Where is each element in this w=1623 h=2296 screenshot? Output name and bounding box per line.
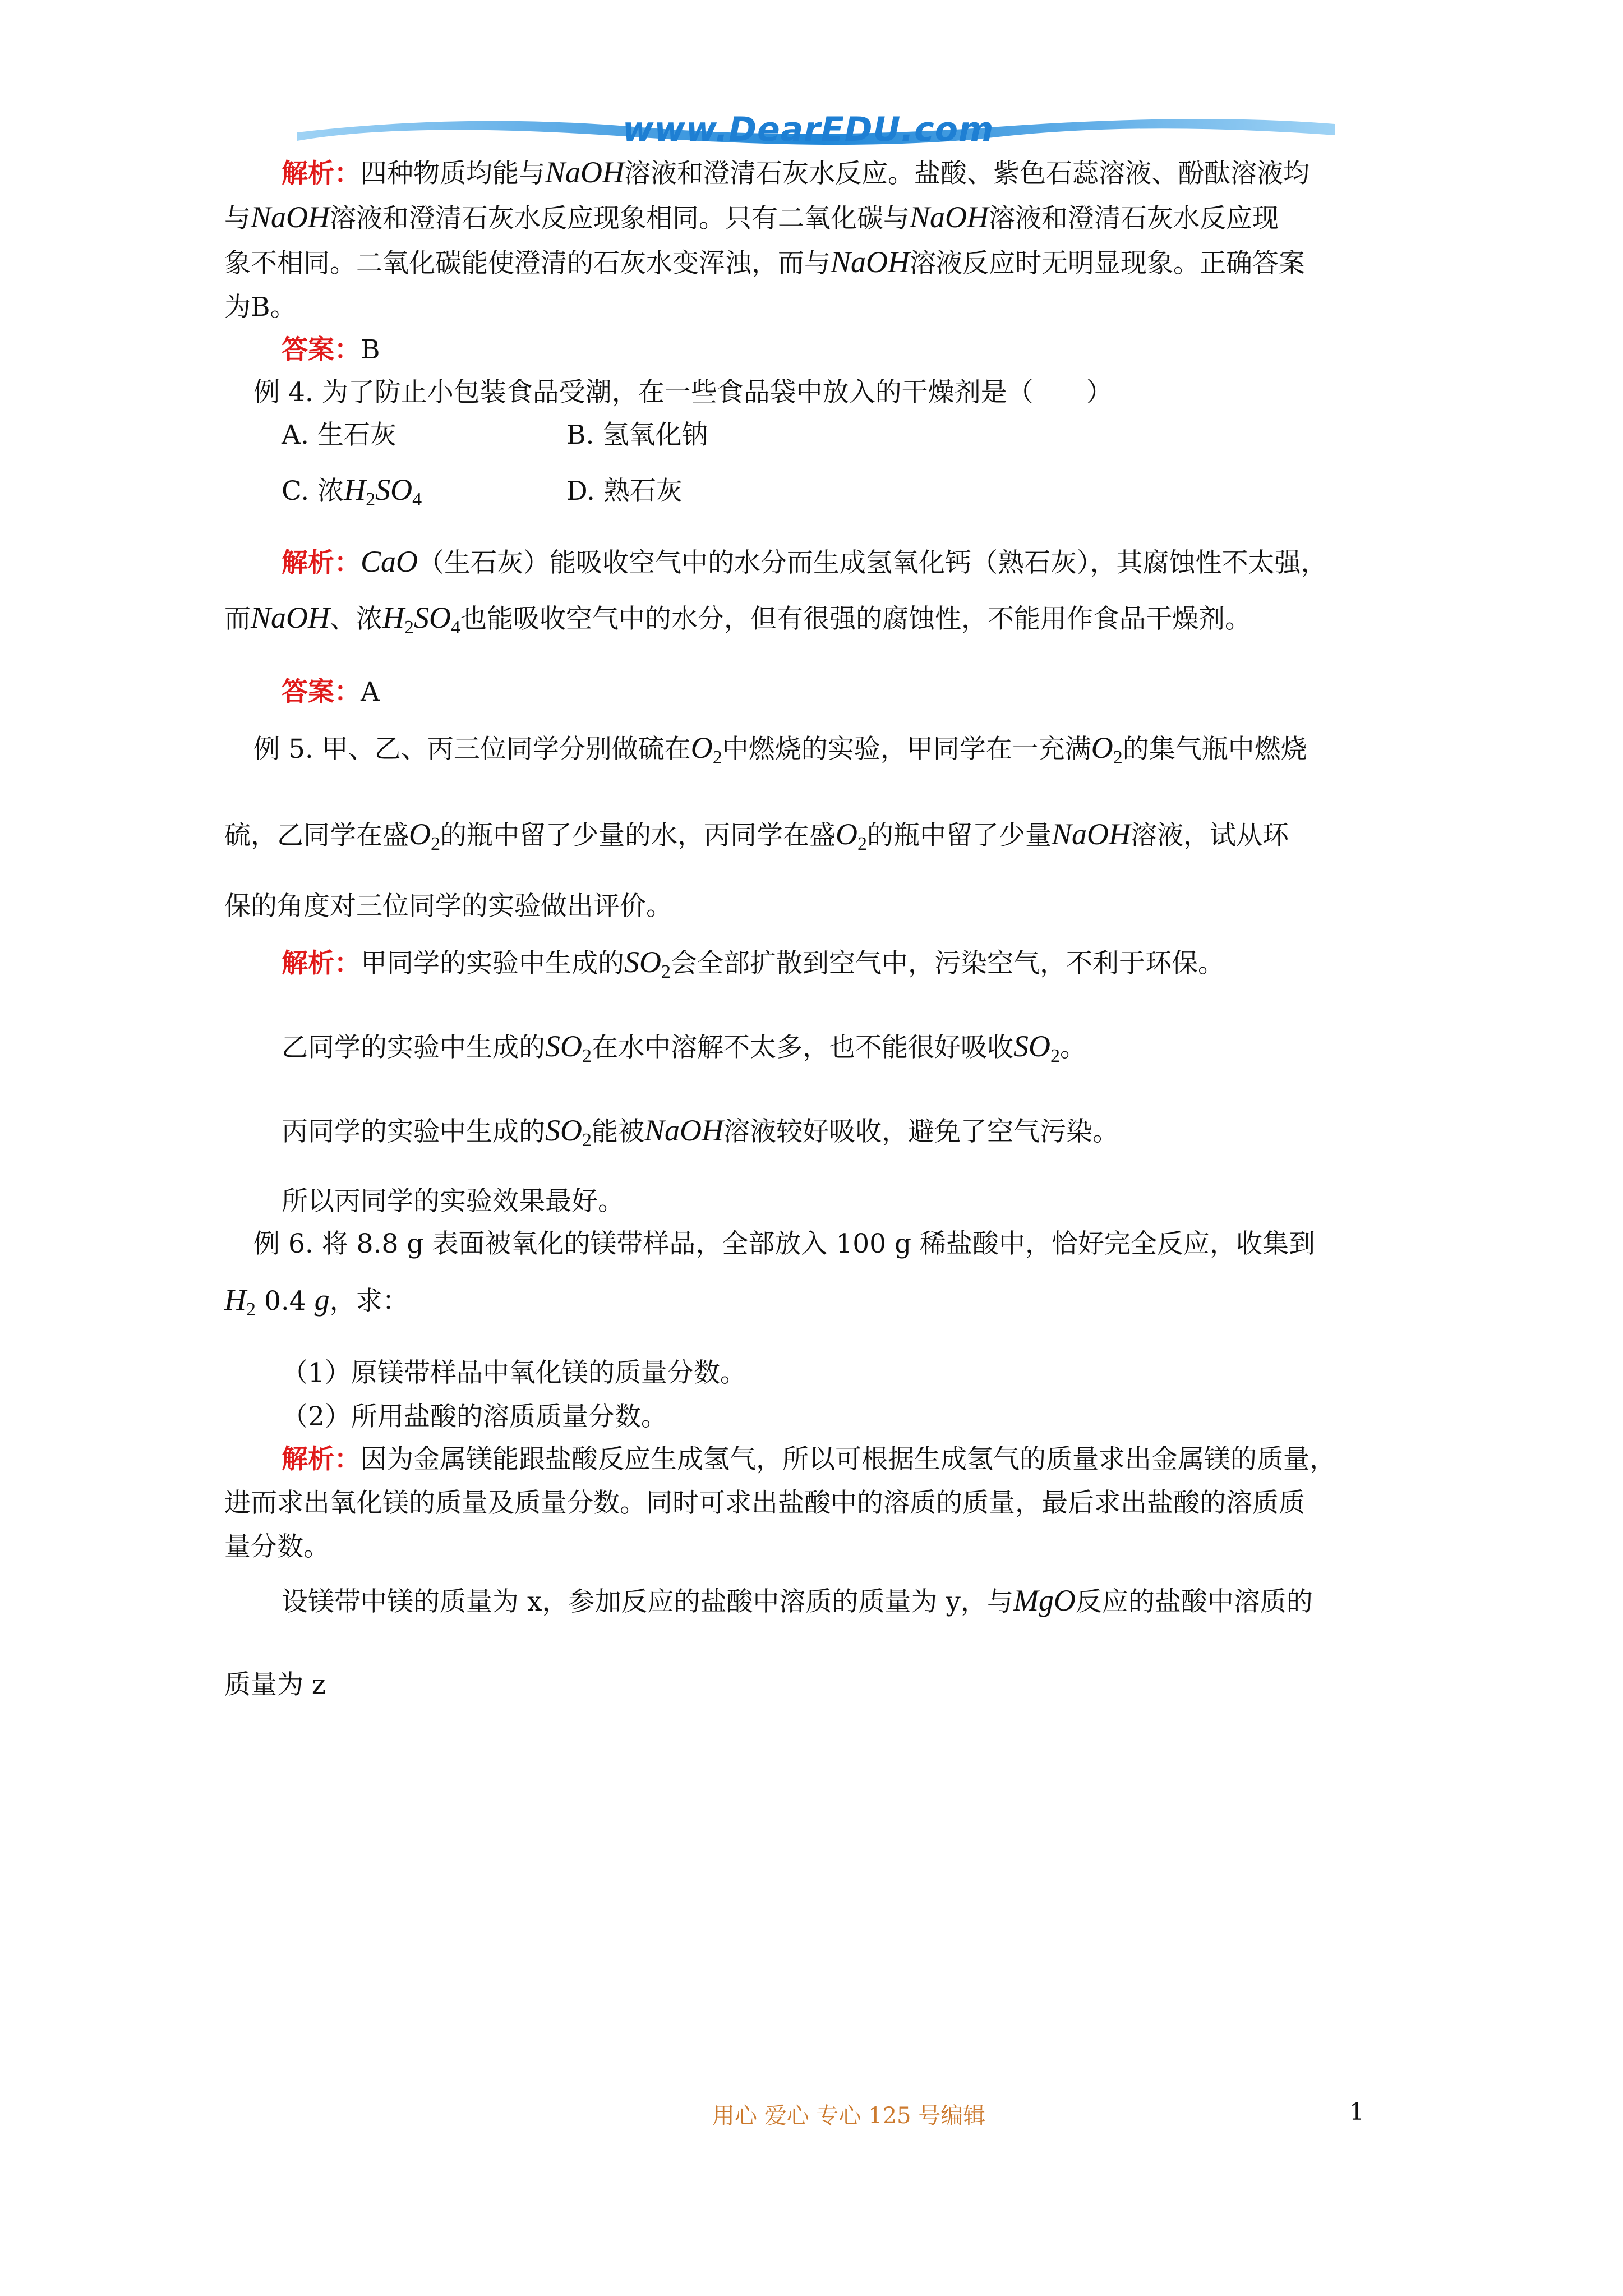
example-6-question: $H_2$ 0.4 g，求： xyxy=(224,1283,409,1320)
analysis-line: 量分数。 xyxy=(224,1531,330,1562)
analysis-line: 解析：因为金属镁能跟盐酸反应生成氢气，所以可根据生成氢气的质量求出金属镁的质量， xyxy=(282,1444,1336,1475)
answer-line: 答案：A xyxy=(282,677,380,707)
analysis-line: 丙同学的实验中生成的$SO_2$能被NaOH溶液较好吸收，避免了空气污染。 xyxy=(282,1114,1119,1151)
analysis-line: 所以丙同学的实验效果最好。 xyxy=(282,1186,624,1217)
analysis-line: 而NaOH、浓$H_2SO_4$也能吸收空气中的水分，但有很强的腐蚀性，不能用作食品干燥剂。 xyxy=(224,601,1252,638)
analysis-line: 设镁带中镁的质量为 x，参加反应的盐酸中溶质的质量为 y，与MgO反应的盐酸中溶质的 xyxy=(282,1584,1313,1617)
analysis-line: 解析：甲同学的实验中生成的$SO_2$会全部扩散到空气中，污染空气，不利于环保。 xyxy=(282,945,1224,982)
option-a: A. 生石灰 xyxy=(282,420,396,450)
site-logo: www.DearEDU.com xyxy=(623,110,994,149)
answer-line: 答案：B xyxy=(282,334,380,365)
example-4-question: 例 4. 为了防止小包装食品受潮，在一些食品袋中放入的干燥剂是（ ） xyxy=(253,377,1113,408)
analysis-line: 解析：CaO（生石灰）能吸收空气中的水分而生成氢氧化钙（熟石灰），其腐蚀性不太强， xyxy=(282,545,1327,578)
option-b: B. 氢氧化钠 xyxy=(566,420,708,450)
example-5-question: 例 5. 甲、乙、丙三位同学分别做硫在$O_2$中燃烧的实验，甲同学在一充满$O_2$的集气瓶中燃烧 xyxy=(253,731,1307,768)
option-c: C. 浓$H_2SO_4$ xyxy=(282,473,422,510)
example-5-question: 保的角度对三位同学的实验做出评价。 xyxy=(224,891,672,922)
sub-question-2: （2）所用盐酸的溶质质量分数。 xyxy=(282,1401,667,1432)
footer-text: 用心 爱心 专心 125 号编辑 xyxy=(712,2103,986,2129)
option-d: D. 熟石灰 xyxy=(566,476,683,507)
sub-question-1: （1）原镁带样品中氧化镁的质量分数。 xyxy=(282,1358,746,1388)
page-number: 1 xyxy=(1349,2098,1364,2125)
analysis-line: 为B。 xyxy=(224,292,297,323)
analysis-line: 象不相同。二氧化碳能使澄清的石灰水变浑浊，而与NaOH溶液反应时无明显现象。正确答案 xyxy=(224,245,1306,279)
example-5-question: 硫，乙同学在盛$O_2$的瓶中留了少量的水，丙同学在盛$O_2$的瓶中留了少量NaOH溶液，试从环 xyxy=(224,817,1289,854)
analysis-line: 解析：四种物质均能与NaOH溶液和澄清石灰水反应。盐酸、紫色石蕊溶液、酚酞溶液均 xyxy=(282,155,1310,189)
analysis-line: 乙同学的实验中生成的$SO_2$在水中溶解不太多，也不能很好吸收$SO_2$。 xyxy=(282,1029,1086,1066)
analysis-line: 质量为 z xyxy=(224,1669,326,1700)
example-6-question: 例 6. 将 8.8 g 表面被氧化的镁带样品，全部放入 100 g 稀盐酸中，恰好完全反应，收集到 xyxy=(253,1228,1315,1259)
analysis-line: 进而求出氧化镁的质量及质量分数。同时可求出盐酸中的溶质的质量，最后求出盐酸的溶质质 xyxy=(224,1488,1305,1519)
analysis-line: 与NaOH溶液和澄清石灰水反应现象相同。只有二氧化碳与NaOH溶液和澄清石灰水反应现 xyxy=(224,200,1279,234)
